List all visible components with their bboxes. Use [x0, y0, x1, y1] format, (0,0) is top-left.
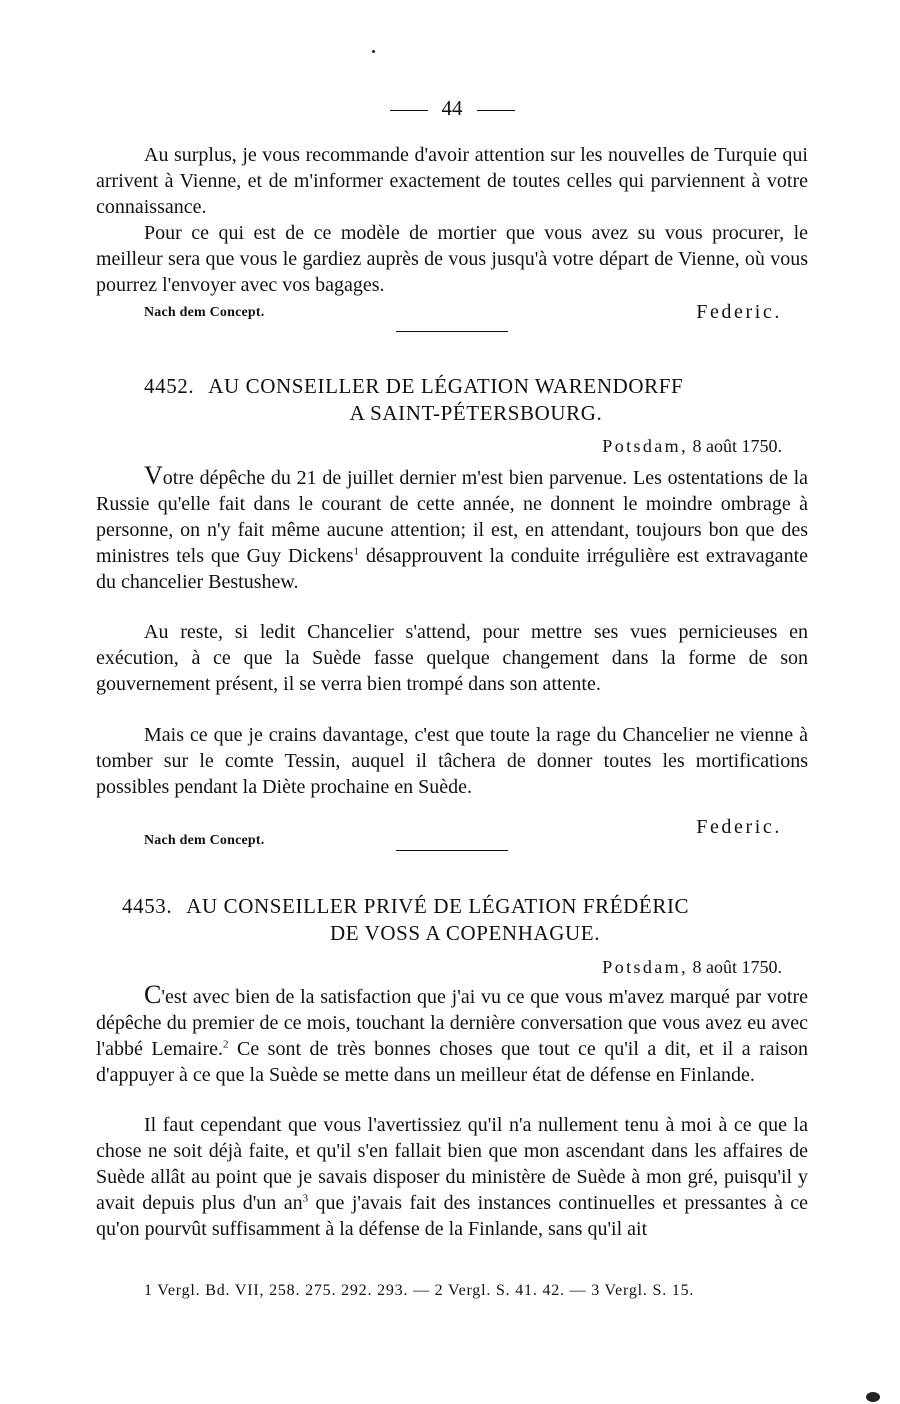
letter-4453-paragraph-2 — [96, 1112, 808, 1242]
ink-speck — [372, 50, 375, 53]
footnote-ref-2: 2 — [223, 1038, 229, 1051]
letter-4452-number: 4452. — [144, 374, 195, 398]
letter-4453-dateline — [602, 957, 782, 978]
page-number-dash-left — [390, 110, 428, 111]
letter-4452-heading — [96, 373, 808, 427]
letter-4453-paragraph-1-text: 'est avec bien de la satisfaction que j'ai vu ce que vous m'avez marqué par votre dépêche du premier de ce mois, touchant la dernière conversation que vous avez eu avec l'abbé Lemaire. — [96, 986, 808, 1060]
letter-4452-heading-line2: A SAINT-PÉTERSBOURG. — [349, 401, 603, 425]
footnote-ref-1: 1 — [353, 545, 360, 558]
letter-4453-initial: C — [144, 980, 162, 1009]
section-divider — [396, 850, 508, 851]
letter-4452-paragraph-1 — [96, 463, 808, 595]
section-divider — [396, 331, 508, 332]
footnotes: 1 Vergl. Bd. VII, 258. 275. 292. 293. — 2 Vergl. S. 41. 42. — 3 Vergl. S. 15. — [144, 1282, 695, 1299]
page-number — [96, 96, 808, 121]
letter-4453-date: 8 août 1750. — [688, 957, 782, 977]
intro-signature: Federic. — [696, 301, 782, 323]
intro-source-note: Nach dem Concept. — [144, 305, 265, 320]
footnote-ref-3: 3 — [302, 1192, 309, 1205]
page-number-text: 44 — [441, 96, 463, 120]
letter-4453-paragraph-2-text: Il faut cependant que vous l'avertissiez qu'il n'a nullement tenu à moi à ce que la chose ne soit déjà faite, et qu'il s'en fallait bien que mon ascendant dans les affaires de Suède allât au point que je savais disposer du ministère de Suède à mon gré, puisqu'il y avait depuis plus d'un an — [96, 1114, 808, 1214]
letter-4452-paragraph-2: Au reste, si ledit Chancelier s'attend, pour mettre ses vues pernicieuses en exécution, à ce que la Suède fasse quelque changement dans la forme de son gouvernement présent, il se verra bien trompé dans son attente. — [96, 621, 808, 695]
letter-4452-source-note: Nach dem Concept. — [144, 833, 265, 848]
letter-4452-heading-line1: AU CONSEILLER DE LÉGATION WARENDORFF — [208, 374, 684, 398]
letter-4452-initial: V — [144, 461, 163, 490]
letter-4452-paragraph-1-text-cont: désapprouvent la conduite irrégulière est extravagante du chancelier Bestushew. — [96, 545, 808, 593]
letter-4453-paragraph-2-text-cont: que j'avais fait des instances continuelles et pressantes à ce qu'on pourvût suffisamment à la défense de la Finlande, sans qu'il ait — [96, 1192, 809, 1240]
letter-4453-heading-line2: DE VOSS A COPENHAGUE. — [329, 921, 601, 945]
letter-4453-paragraph-1 — [96, 982, 808, 1088]
letter-4452-dateline — [602, 436, 782, 457]
letter-4453-paragraph-1-text-cont: Ce sont de très bonnes choses que tout ce qu'il a dit, et il a raison d'appuyer à ce que la Suède se mette dans un meilleur état de défense en Finlande. — [96, 1038, 808, 1086]
intro-paragraph-2: Pour ce qui est de ce modèle de mortier que vous avez su vous procurer, le meilleur sera que vous le gardiez auprès de vous jusqu'à votre départ de Vienne, où vous pourrez l'envoyer avec vos bagages. — [96, 222, 808, 296]
letter-4452-paragraph-1-text: otre dépêche du 21 de juillet dernier m'est bien parvenue. Les ostentations de la Russie qu'elle fait dans le courant de cette année, ne donnent le moindre ombrage à personne, on n'y fait même aucune attention; il est, en attendant, toujours bon que des ministres tels que Guy Dickens — [96, 467, 808, 567]
page-number-dash-right — [477, 110, 515, 111]
letter-4453-heading — [96, 893, 808, 947]
letter-4452-signature: Federic. — [696, 816, 782, 838]
letter-4453-heading-line1: AU CONSEILLER PRIVÉ DE LÉGATION FRÉDÉRIC — [186, 894, 690, 918]
letter-4452-date: 8 août 1750. — [688, 436, 782, 456]
letter-4452-paragraph-3: Mais ce que je crains davantage, c'est que toute la rage du Chancelier ne vienne à tomber sur le comte Tessin, auquel il tâchera de donner toutes les mortifications possibles pendant la Diète prochaine en Suède. — [96, 724, 808, 798]
letter-4452-date-place: Potsdam, — [602, 436, 688, 456]
letter-4453-date-place: Potsdam, — [602, 957, 688, 977]
letter-4453-number: 4453. — [122, 894, 173, 918]
intro-paragraph-1: Au surplus, je vous recommande d'avoir attention sur les nouvelles de Turquie qui arrivent à Vienne, et de m'informer exactement de toutes celles qui parviennent à votre connaissance. — [96, 144, 808, 218]
ink-speck — [866, 1392, 880, 1402]
